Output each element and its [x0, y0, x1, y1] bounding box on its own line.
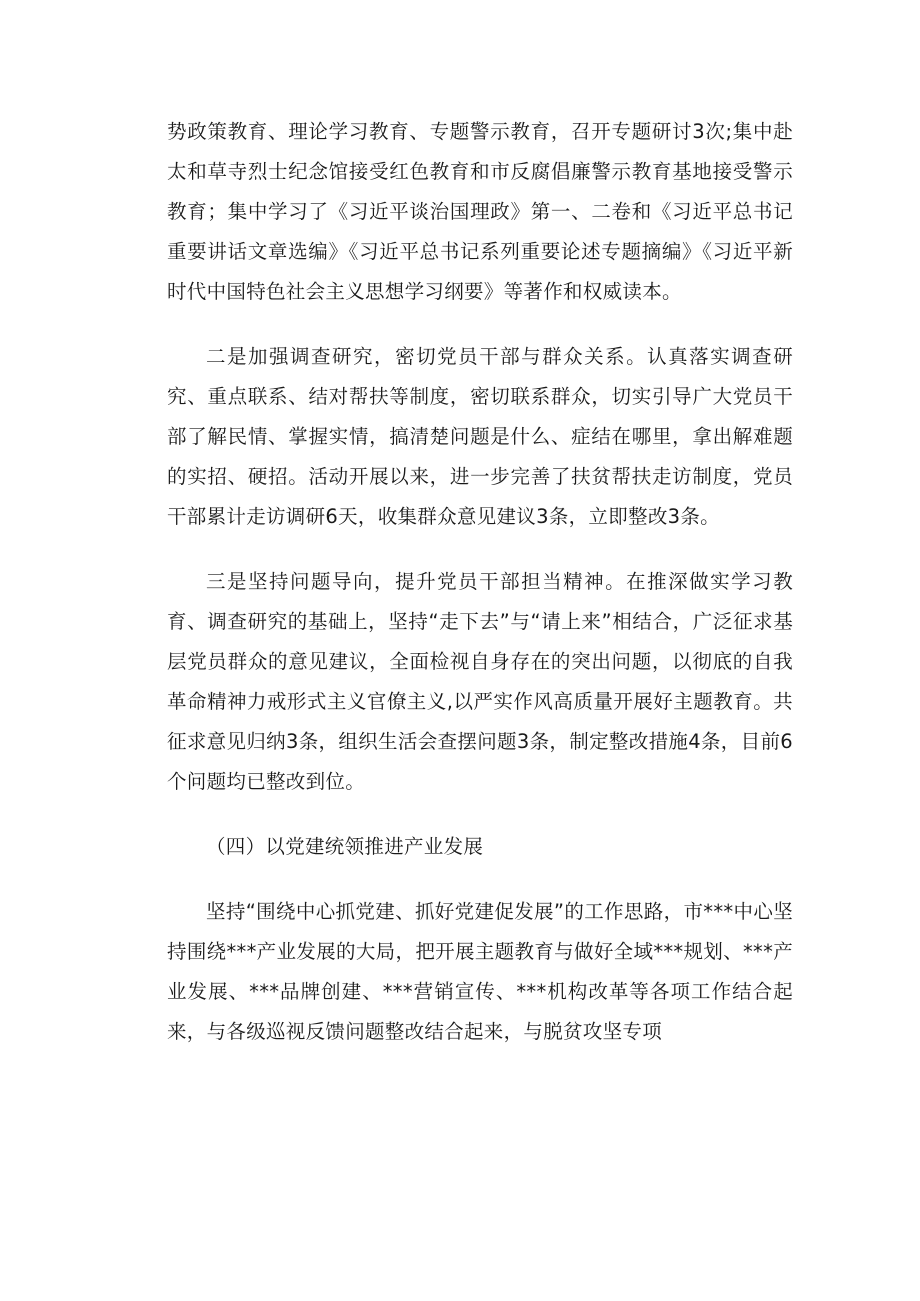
- paragraph-continued: 势政策教育、理论学习教育、专题警示教育，召开专题研讨3次;集中赴太和草寺烈士纪念馆接受红色教育和市反腐倡廉警示教育基地接受警示教育；集中学习了《习近平谈治国理政》第一、二卷和《习近平总书记重要讲话文章选编》《习近平总书记系列重要论述专题摘编》《习近平新时代中国特色社会主义思想学习纲要》等著作和权威读本。: [167, 120, 793, 303]
- paragraph-investigation-research: 二是加强调查研究，密切党员干部与群众关系。认真落实调查研究、重点联系、结对帮扶等制度，密切联系群众，切实引导广大党员干部了解民情、掌握实情，搞清楚问题是什么、症结在哪里，拿出解难题的实招、硬招。活动开展以来，进一步完善了扶贫帮扶走访制度，党员干部累计走访调研6天，收集群众意见建议3条，立即整改3条。: [167, 345, 793, 528]
- document-body: [167, 112, 793, 1052]
- paragraph-industry-development: 坚持“围绕中心抓党建、抓好党建促发展”的工作思路，市***中心坚持围绕***产业发展的大局，把开展主题教育与做好全域***规划、***产业发展、***品牌创建、***营销宣传、***机构改革等各项工作结合起来，与各级巡视反馈问题整改结合起来，与脱贫攻坚专项: [167, 900, 793, 1043]
- paragraph-problem-orientation: 三是坚持问题导向，提升党员干部担当精神。在推深做实学习教育、调查研究的基础上，坚持“走下去”与“请上来”相结合，广泛征求基层党员群众的意见建议，全面检视自身存在的突出问题，以彻底的自我革命精神力戒形式主义官僚主义,以严实作风高质量开展好主题教育。共征求意见归纳3条，组织生活会查摆问题3条，制定整改措施4条，目前6个问题均已整改到位。: [167, 570, 793, 793]
- section-heading: （四）以党建统领推进产业发展: [206, 835, 484, 858]
